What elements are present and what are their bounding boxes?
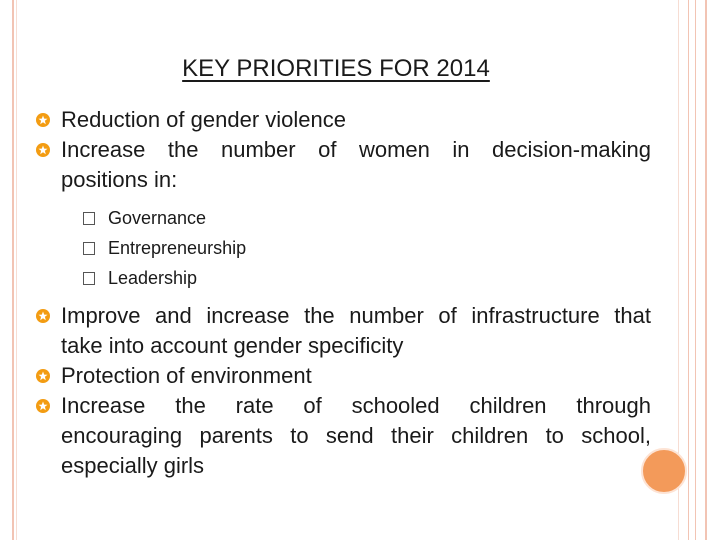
bullet-text-line: positions in: — [61, 167, 178, 192]
checkbox-bullet-icon — [83, 212, 95, 225]
list-item — [36, 301, 651, 361]
list-item — [36, 361, 651, 391]
checkbox-bullet-icon — [83, 242, 95, 255]
sub-item-label: Governance — [108, 208, 207, 228]
star-bullet-icon — [36, 113, 50, 127]
bullet-text-line: Increase the rate of schooled children through — [61, 393, 651, 418]
checkbox-bullet-icon — [83, 272, 95, 285]
star-bullet-icon — [36, 143, 50, 157]
bullet-text-line: Increase the number of women in decision-making — [61, 137, 651, 162]
sub-item-label: Entrepreneurship — [108, 238, 247, 258]
bullet-text: Protection of environment — [61, 363, 312, 388]
star-bullet-icon — [36, 309, 50, 323]
list-item — [36, 135, 651, 195]
sub-item — [83, 203, 651, 233]
star-bullet-icon — [36, 369, 50, 383]
sub-item — [83, 233, 651, 263]
slide-right-bar — [688, 0, 696, 540]
bullet-text-line: Improve and increase the number of infrastructure that — [61, 303, 651, 328]
bullet-text-line: take into account gender specificity — [61, 333, 404, 358]
list-item — [36, 391, 651, 481]
sub-list — [83, 203, 651, 293]
star-bullet-icon — [36, 399, 50, 413]
decorative-circle — [641, 448, 687, 494]
bullet-text-line: especially girls — [61, 453, 205, 478]
priority-list — [36, 105, 651, 481]
bullet-text: Reduction of gender violence — [61, 107, 346, 132]
sub-item — [83, 263, 651, 293]
slide-title: KEY PRIORITIES FOR 2014 — [182, 55, 490, 82]
bullet-text-line: encouraging parents to send their children to school, — [61, 423, 651, 448]
sub-item-label: Leadership — [108, 268, 198, 288]
list-item — [36, 105, 651, 135]
